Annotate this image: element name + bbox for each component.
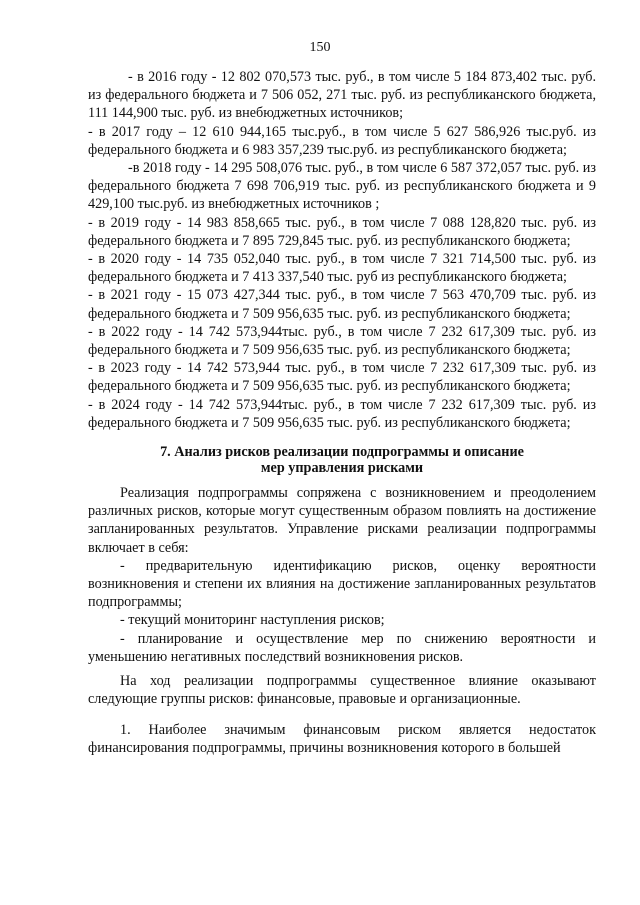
section-heading-line-1: 7. Анализ рисков реализации подпрограммы и описание — [160, 444, 524, 461]
paragraph-financial-risk: 1. Наиболее значимым финансовым риском является недостаток финансирования подпрограммы, причины возникновения которого в большей — [88, 721, 596, 756]
section-heading-line-2: мер управления рисками — [260, 460, 424, 477]
budget-list — [88, 68, 596, 432]
budget-item-2017: - в 2017 году – 12 610 944,165 тыс.руб., в том числе 5 627 586,926 тыс.руб. из федерального бюджета и 6 983 357,239 тыс.руб. из республиканского бюджета; — [88, 123, 596, 158]
list-item-monitoring: - текущий мониторинг наступления рисков; — [120, 612, 385, 629]
paragraph-intro: Реализация подпрограммы сопряжена с возникновением и преодолением различных рисков, которые могут существенным образом повлиять на достижение запланированных результатов. Управление рисками реализации подпрограммы включает в себя: — [88, 485, 596, 556]
section-body — [88, 484, 596, 757]
document-body — [88, 68, 596, 757]
budget-item-2019: - в 2019 году - 14 983 858,665 тыс. руб., в том числе 7 088 128,820 тыс. руб. из федерального бюджета и 7 895 729,845 тыс. руб. из республиканского бюджета; — [88, 214, 596, 249]
budget-item-2024: - в 2024 году - 14 742 573,944тыс. руб., в том числе 7 232 617,309 тыс. руб. из федерального бюджета и 7 509 956,635 тыс. руб. из республиканского бюджета; — [88, 396, 596, 431]
budget-item-2016: - в 2016 году - 12 802 070,573 тыс. руб., в том числе 5 184 873,402 тыс. руб. из федерального бюджета и 7 506 052, 271 тыс. руб. из республиканского бюджета, 111 144,900 тыс. руб. из внебюджетных источников; — [88, 69, 596, 122]
budget-item-2018: -в 2018 году - 14 295 508,076 тыс. руб., в том числе 6 587 372,057 тыс. руб. из федерального бюджета 7 698 706,919 тыс. руб. из республиканского бюджета и 9 429,100 тыс.руб. из внебюджетных источников ; — [88, 160, 596, 213]
list-item-planning: - планирование и осуществление мер по снижению вероятности и уменьшению негативных последствий возникновения рисков. — [88, 630, 596, 665]
budget-item-2020: - в 2020 году - 14 735 052,040 тыс. руб., в том числе 7 321 714,500 тыс. руб. из федерального бюджета и 7 413 337,540 тыс. руб из республиканского бюджета; — [88, 251, 596, 286]
budget-item-2021: - в 2021 году - 15 073 427,344 тыс. руб., в том числе 7 563 470,709 тыс. руб. из федерального бюджета и 7 509 956,635 тыс. руб. из республиканского бюджета; — [88, 287, 596, 322]
page-number: 150 — [309, 40, 331, 55]
list-item-identification: - предварительную идентификацию рисков, оценку вероятности возникновения и степени их влияния на достижение запланированных результатов подпрограммы; — [88, 557, 596, 611]
budget-item-2022: - в 2022 году - 14 742 573,944тыс. руб., в том числе 7 232 617,309 тыс. руб. из федерального бюджета и 7 509 956,635 тыс. руб. из республиканского бюджета; — [88, 323, 596, 359]
paragraph-risk-groups: На ход реализации подпрограммы существенное влияние оказывают следующие группы рисков: финансовые, правовые и организационные. — [88, 673, 596, 708]
budget-item-2023: - в 2023 году - 14 742 573,944 тыс. руб., в том числе 7 232 617,309 тыс. руб. из федерального бюджета и 7 509 956,635 тыс. руб. из республиканского бюджета; — [88, 360, 596, 395]
section-heading — [88, 444, 596, 476]
